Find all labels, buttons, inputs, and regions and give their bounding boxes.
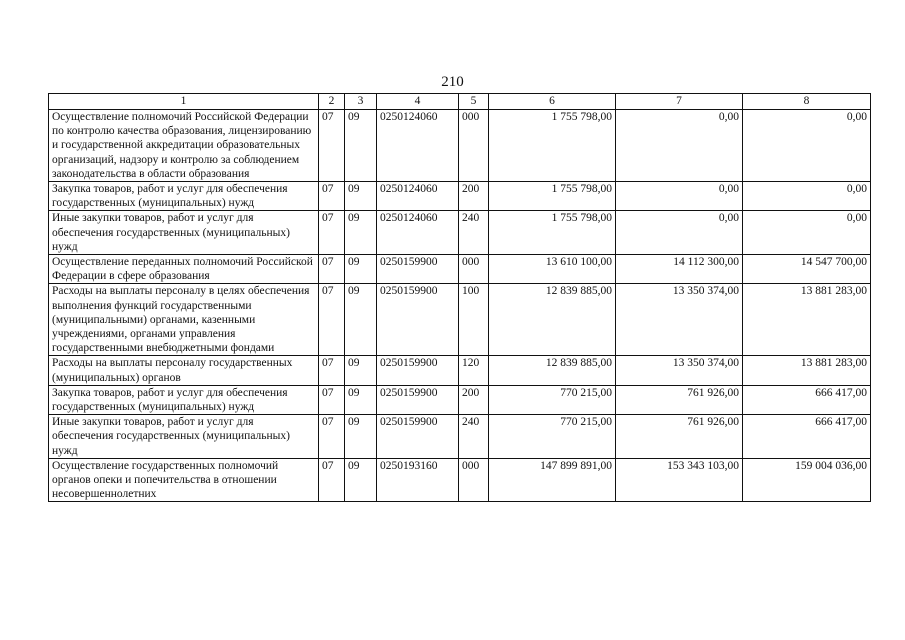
amount-col-7: 14 112 300,00 [616,255,743,284]
amount-col-8: 0,00 [743,110,871,182]
amount-col-8: 0,00 [743,182,871,211]
amount-col-6: 147 899 891,00 [489,458,616,502]
amount-col-7: 761 926,00 [616,415,743,459]
table-row [49,356,871,385]
expense-type-code: 120 [459,356,489,385]
target-article-code: 0250193160 [377,458,459,502]
amount-col-7: 0,00 [616,182,743,211]
amount-col-6: 13 610 100,00 [489,255,616,284]
table-row [49,415,871,459]
header-cell-2: 2 [319,94,345,110]
header-cell-6: 6 [489,94,616,110]
expense-name: Расходы на выплаты персоналу государственных (муниципальных) органов [49,356,319,385]
header-cell-7: 7 [616,94,743,110]
table-row [49,110,871,182]
amount-col-7: 13 350 374,00 [616,284,743,356]
section-code: 07 [319,284,345,356]
expense-name: Расходы на выплаты персоналу в целях обеспечения выполнения функций государственными (муниципальными) органами, казенными учреждениями, органами управления государственными внебюджетными фондами [49,284,319,356]
expense-type-code: 000 [459,110,489,182]
expense-type-code: 000 [459,255,489,284]
expense-name: Осуществление государственных полномочий органов опеки и попечительства в отношении несовершеннолетних [49,458,319,502]
amount-col-6: 1 755 798,00 [489,110,616,182]
section-code: 07 [319,385,345,414]
amount-col-6: 770 215,00 [489,385,616,414]
amount-col-7: 0,00 [616,211,743,255]
section-code: 07 [319,110,345,182]
budget-table [48,93,871,502]
section-code: 07 [319,356,345,385]
amount-col-6: 12 839 885,00 [489,284,616,356]
amount-col-7: 0,00 [616,110,743,182]
target-article-code: 0250159900 [377,255,459,284]
target-article-code: 0250159900 [377,385,459,414]
table-row [49,182,871,211]
amount-col-6: 1 755 798,00 [489,182,616,211]
header-cell-1: 1 [49,94,319,110]
expense-type-code: 240 [459,211,489,255]
subsection-code: 09 [345,415,377,459]
amount-col-8: 159 004 036,00 [743,458,871,502]
subsection-code: 09 [345,458,377,502]
subsection-code: 09 [345,255,377,284]
section-code: 07 [319,415,345,459]
header-cell-5: 5 [459,94,489,110]
subsection-code: 09 [345,284,377,356]
expense-name: Осуществление переданных полномочий Российской Федерации в сфере образования [49,255,319,284]
expense-name: Иные закупки товаров, работ и услуг для обеспечения государственных (муниципальных) нужд [49,415,319,459]
amount-col-8: 14 547 700,00 [743,255,871,284]
amount-col-7: 153 343 103,00 [616,458,743,502]
amount-col-8: 13 881 283,00 [743,356,871,385]
header-cell-8: 8 [743,94,871,110]
amount-col-8: 666 417,00 [743,385,871,414]
amount-col-7: 13 350 374,00 [616,356,743,385]
amount-col-6: 1 755 798,00 [489,211,616,255]
target-article-code: 0250159900 [377,356,459,385]
amount-col-6: 770 215,00 [489,415,616,459]
subsection-code: 09 [345,182,377,211]
expense-type-code: 240 [459,415,489,459]
expense-type-code: 100 [459,284,489,356]
expense-type-code: 200 [459,385,489,414]
table-row [49,385,871,414]
page-number: 210 [441,74,464,90]
target-article-code: 0250124060 [377,182,459,211]
expense-name: Закупка товаров, работ и услуг для обеспечения государственных (муниципальных) нужд [49,385,319,414]
subsection-code: 09 [345,385,377,414]
header-cell-3: 3 [345,94,377,110]
amount-col-8: 0,00 [743,211,871,255]
expense-name: Закупка товаров, работ и услуг для обеспечения государственных (муниципальных) нужд [49,182,319,211]
expense-type-code: 000 [459,458,489,502]
target-article-code: 0250159900 [377,415,459,459]
table-row [49,211,871,255]
amount-col-8: 13 881 283,00 [743,284,871,356]
target-article-code: 0250124060 [377,211,459,255]
section-code: 07 [319,458,345,502]
subsection-code: 09 [345,211,377,255]
table-row [49,284,871,356]
expense-name: Осуществление полномочий Российской Федерации по контролю качества образования, лицензированию и государственной аккредитации образовательных организаций, надзору и контролю за соблюдением законодательства в области образования [49,110,319,182]
amount-col-8: 666 417,00 [743,415,871,459]
subsection-code: 09 [345,356,377,385]
target-article-code: 0250159900 [377,284,459,356]
section-code: 07 [319,182,345,211]
section-code: 07 [319,255,345,284]
table-row [49,458,871,502]
amount-col-6: 12 839 885,00 [489,356,616,385]
expense-type-code: 200 [459,182,489,211]
table-row [49,255,871,284]
header-cell-4: 4 [377,94,459,110]
header-row [49,94,871,110]
amount-col-7: 761 926,00 [616,385,743,414]
section-code: 07 [319,211,345,255]
expense-name: Иные закупки товаров, работ и услуг для обеспечения государственных (муниципальных) нужд [49,211,319,255]
subsection-code: 09 [345,110,377,182]
target-article-code: 0250124060 [377,110,459,182]
